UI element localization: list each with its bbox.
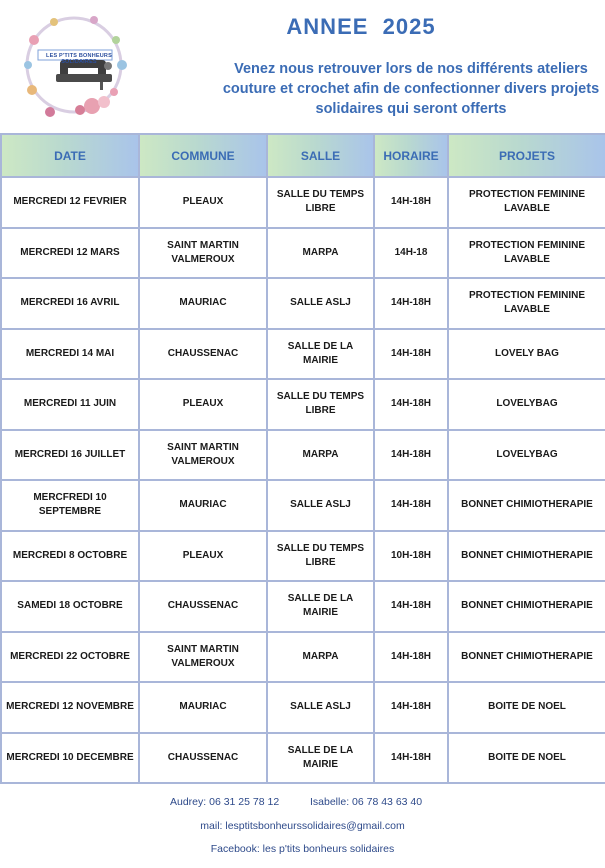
cell-commune: MAURIAC (139, 682, 267, 733)
cell-salle: SALLE ASLJ (267, 278, 374, 329)
cell-projets: BOITE DE NOEL (448, 733, 605, 784)
header-salle: SALLE (267, 134, 374, 177)
cell-horaire: 14H-18H (374, 329, 448, 380)
cell-commune: MAURIAC (139, 480, 267, 531)
cell-projets: PROTECTION FEMININE LAVABLE (448, 278, 605, 329)
cell-commune: CHAUSSENAC (139, 733, 267, 784)
schedule-table (0, 133, 605, 784)
logo-text: LES P'TITS BONHEURS SOLIDAIRES (46, 53, 112, 65)
table-row (1, 682, 605, 733)
cell-commune: CHAUSSENAC (139, 329, 267, 380)
cell-date: MERCREDI 16 AVRIL (1, 278, 139, 329)
cell-horaire: 14H-18H (374, 480, 448, 531)
cell-commune: SAINT MARTIN VALMEROUX (139, 228, 267, 279)
floral-wreath-icon (14, 10, 144, 128)
cell-date: MERCREDI 11 JUIN (1, 379, 139, 430)
table-row (1, 632, 605, 683)
table-row (1, 177, 605, 228)
table-header-row (1, 134, 605, 177)
table-row (1, 581, 605, 632)
cell-salle: MARPA (267, 632, 374, 683)
cell-commune: SAINT MARTIN VALMEROUX (139, 430, 267, 481)
cell-date: MERCREDI 12 MARS (1, 228, 139, 279)
cell-commune: MAURIAC (139, 278, 267, 329)
cell-horaire: 14H-18H (374, 278, 448, 329)
cell-projets: BONNET CHIMIOTHERAPIE (448, 632, 605, 683)
cell-date: MERCREDI 12 FEVRIER (1, 177, 139, 228)
header-date: DATE (1, 134, 139, 177)
cell-horaire: 14H-18H (374, 430, 448, 481)
cell-date: MERCREDI 12 NOVEMBRE (1, 682, 139, 733)
cell-date: MERCREDI 10 DECEMBRE (1, 733, 139, 784)
cell-date: MERCREDI 16 JUILLET (1, 430, 139, 481)
cell-salle: MARPA (267, 430, 374, 481)
cell-projets: BOITE DE NOEL (448, 682, 605, 733)
cell-projets: PROTECTION FEMININE LAVABLE (448, 228, 605, 279)
table-row (1, 480, 605, 531)
cell-horaire: 14H-18H (374, 733, 448, 784)
cell-projets: LOVELYBAG (448, 430, 605, 481)
cell-projets: PROTECTION FEMININE LAVABLE (448, 177, 605, 228)
cell-commune: SAINT MARTIN VALMEROUX (139, 632, 267, 683)
cell-salle: SALLE ASLJ (267, 480, 374, 531)
table-row (1, 531, 605, 582)
cell-salle: SALLE DE LA MAIRIE (267, 733, 374, 784)
cell-date: MERCFREDI 10 SEPTEMBRE (1, 480, 139, 531)
cell-date: MERCREDI 8 OCTOBRE (1, 531, 139, 582)
cell-commune: PLEAUX (139, 177, 267, 228)
cell-projets: BONNET CHIMIOTHERAPIE (448, 480, 605, 531)
table-row (1, 228, 605, 279)
cell-horaire: 14H-18H (374, 177, 448, 228)
header-commune: COMMUNE (139, 134, 267, 177)
cell-horaire: 14H-18H (374, 632, 448, 683)
cell-salle: SALLE DU TEMPS LIBRE (267, 531, 374, 582)
cell-horaire: 10H-18H (374, 531, 448, 582)
cell-date: SAMEDI 18 OCTOBRE (1, 581, 139, 632)
mail-line: mail: lesptitsbonheurssolidaires@gmail.com (200, 820, 405, 832)
logo (14, 10, 144, 128)
table-row (1, 733, 605, 784)
cell-horaire: 14H-18H (374, 682, 448, 733)
cell-salle: SALLE DU TEMPS LIBRE (267, 379, 374, 430)
cell-salle: SALLE DE LA MAIRIE (267, 329, 374, 380)
cell-projets: LOVELYBAG (448, 379, 605, 430)
cell-date: MERCREDI 14 MAI (1, 329, 139, 380)
table-row (1, 430, 605, 481)
cell-commune: CHAUSSENAC (139, 581, 267, 632)
facebook-line: Facebook: les p'tits bonheurs solidaires (210, 843, 395, 855)
cell-salle: MARPA (267, 228, 374, 279)
phone-audrey: Audrey: 06 31 25 78 12 (170, 796, 280, 808)
phone-isabelle: Isabelle: 06 78 43 63 40 (310, 796, 423, 808)
cell-horaire: 14H-18H (374, 379, 448, 430)
cell-salle: SALLE ASLJ (267, 682, 374, 733)
table-row (1, 278, 605, 329)
subtitle: Venez nous retrouver lors de nos différents ateliers couture et crochet afin de confectionner divers projets solidaires qui seront offerts (222, 61, 600, 117)
cell-horaire: 14H-18 (374, 228, 448, 279)
header-horaire: HORAIRE (374, 134, 448, 177)
year-title: ANNEE 2025 (286, 14, 436, 39)
cell-salle: SALLE DE LA MAIRIE (267, 581, 374, 632)
cell-projets: BONNET CHIMIOTHERAPIE (448, 581, 605, 632)
cell-commune: PLEAUX (139, 531, 267, 582)
cell-commune: PLEAUX (139, 379, 267, 430)
header-projets: PROJETS (448, 134, 605, 177)
cell-horaire: 14H-18H (374, 581, 448, 632)
cell-date: MERCREDI 22 OCTOBRE (1, 632, 139, 683)
cell-salle: SALLE DU TEMPS LIBRE (267, 177, 374, 228)
table-row (1, 329, 605, 380)
cell-projets: LOVELY BAG (448, 329, 605, 380)
table-row (1, 379, 605, 430)
cell-projets: BONNET CHIMIOTHERAPIE (448, 531, 605, 582)
